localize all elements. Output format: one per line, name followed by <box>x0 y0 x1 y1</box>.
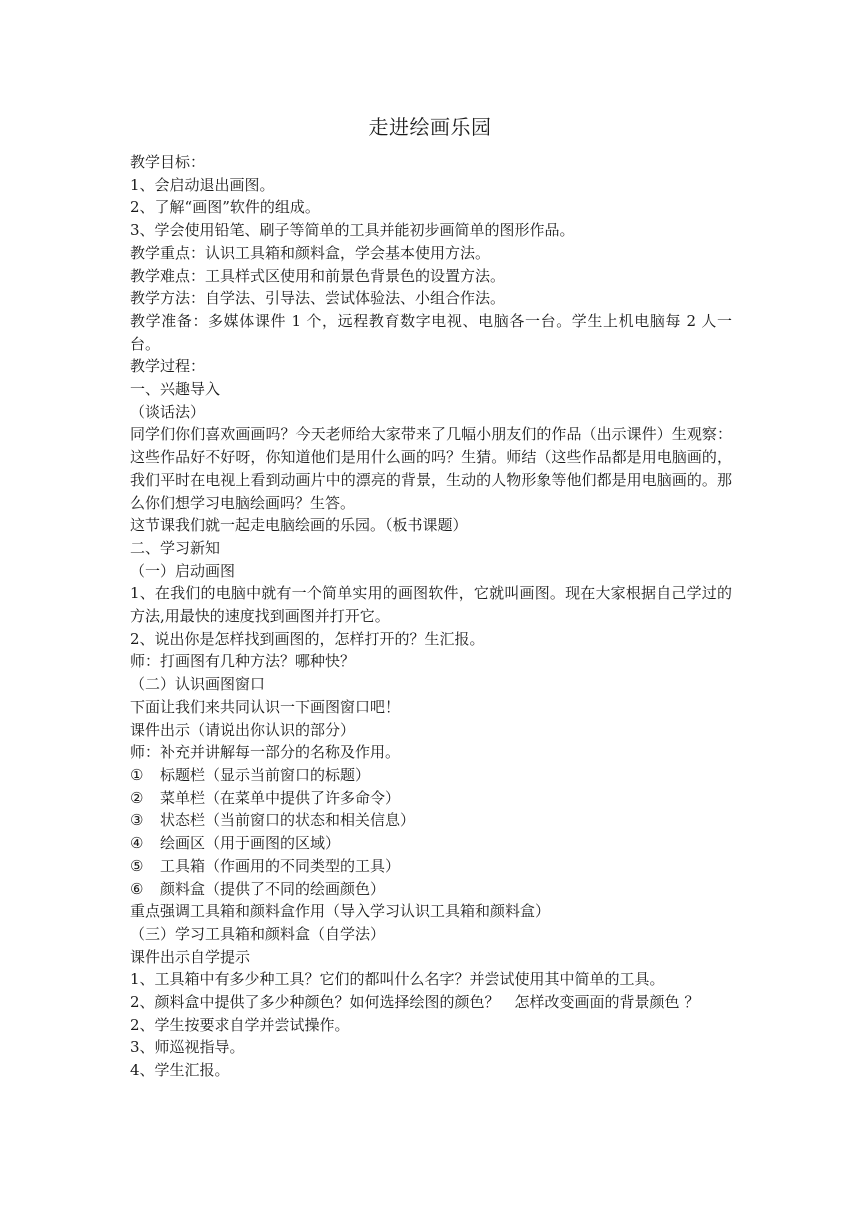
list-item-text: 工具箱（作画用的不同类型的工具） <box>160 856 401 875</box>
section-heading-objectives: 教学目标： <box>130 153 206 171</box>
objective-item: 2、了解“画图”软件的组成。 <box>130 198 320 217</box>
intro-paragraph: 同学们你们喜欢画画吗？今天老师给大家带来了几幅小朋友们的作品（出示课件）生观察：这些作品好不好呀，你知道他们是用什么画的吗？生猜。师结（这些作品都是用电脑画的，我们平时在电视上看到动画片中的漂亮的背景，生动的人物形象等他们都是用电脑画的。那么你们想学习电脑绘画吗？生答。 <box>130 425 732 512</box>
subsection-heading-window: （二）认识画图窗口 <box>130 675 266 694</box>
list-marker: ④ <box>130 834 144 853</box>
objective-item: 1、会启动退出画图。 <box>130 175 275 194</box>
body-line: 2、说出你是怎样找到画图的，怎样打开的？生汇报。 <box>130 629 485 648</box>
body-line: 课件出示（请说出你认识的部分） <box>130 720 356 739</box>
list-item-text: 状态栏（当前窗口的状态和相关信息） <box>160 811 416 830</box>
subsection-heading-toolbox: （三）学习工具箱和颜料盒（自学法） <box>130 924 386 943</box>
body-line: 4、学生汇报。 <box>130 1061 230 1080</box>
body-line: 师：打画图有几种方法？哪种快？ <box>130 652 356 671</box>
document-title: 走进绘画乐园 <box>368 115 492 139</box>
window-part-item <box>130 878 732 901</box>
window-part-item <box>130 809 732 832</box>
list-marker: ③ <box>130 811 144 830</box>
body-line: 3、师巡视指导。 <box>130 1038 245 1057</box>
window-part-item <box>130 787 732 810</box>
list-item-text: 菜单栏（在菜单中提供了许多命令） <box>160 788 401 807</box>
list-marker: ⑥ <box>130 879 144 898</box>
teaching-key-points: 教学重点：认识工具箱和颜料盒，学会基本使用方法。 <box>130 243 491 262</box>
body-line: 下面让我们来共同认识一下画图窗口吧！ <box>130 697 401 716</box>
teaching-methods: 教学方法：自学法、引导法、尝试体验法、小组合作法。 <box>130 289 506 308</box>
list-marker: ② <box>130 788 144 807</box>
body-line: 重点强调工具箱和颜料盒作用（导入学习认识工具箱和颜料盒） <box>130 902 551 921</box>
list-item-text: 绘画区（用于画图的区域） <box>160 834 341 853</box>
teaching-difficulties: 教学难点：工具样式区使用和前景色背景色的设置方法。 <box>130 266 506 285</box>
teaching-preparation: 教学准备：多媒体课件 1 个，远程教育数字电视、电脑各一台。学生上机电脑每 2 人一台。 <box>130 311 732 353</box>
start-paragraph: 1、在我们的电脑中就有一个简单实用的画图软件，它就叫画图。现在大家根据自己学过的方法,用最快的速度找到画图并打开它。 <box>130 584 732 626</box>
document-body <box>130 151 732 1082</box>
step-heading-intro: 一、兴趣导入 <box>130 380 221 399</box>
window-part-item <box>130 832 732 855</box>
window-part-item <box>130 855 732 878</box>
window-part-item <box>130 764 732 787</box>
lesson-topic-line: 这节课我们就一起走电脑绘画的乐园。（板书课题） <box>130 516 468 535</box>
self-study-prompt: 1、工具箱中有多少种工具？它们的都叫什么名字？并尝试使用其中简单的工具。 <box>130 970 665 989</box>
list-marker: ⑤ <box>130 856 144 875</box>
body-line: 课件出示自学提示 <box>130 947 251 966</box>
self-study-prompt: 2、颜料盒中提供了多少种颜色？如何选择绘图的颜色？ 怎样改变画面的背景颜色 ？ <box>130 993 700 1012</box>
section-heading-process: 教学过程： <box>130 357 206 376</box>
body-line: 2、学生按要求自学并尝试操作。 <box>130 1015 350 1034</box>
list-marker: ① <box>130 765 144 784</box>
step-heading-new-knowledge: 二、学习新知 <box>130 538 221 557</box>
objective-item: 3、学会使用铅笔、刷子等简单的工具并能初步画简单的图形作品。 <box>130 221 575 240</box>
list-item-text: 颜料盒（提供了不同的绘画颜色） <box>160 879 386 898</box>
body-line: 师：补充并讲解每一部分的名称及作用。 <box>130 743 401 762</box>
method-note: （谈话法） <box>130 402 206 421</box>
list-item-text: 标题栏（显示当前窗口的标题） <box>160 765 371 784</box>
subsection-heading-start: （一）启动画图 <box>130 561 236 580</box>
